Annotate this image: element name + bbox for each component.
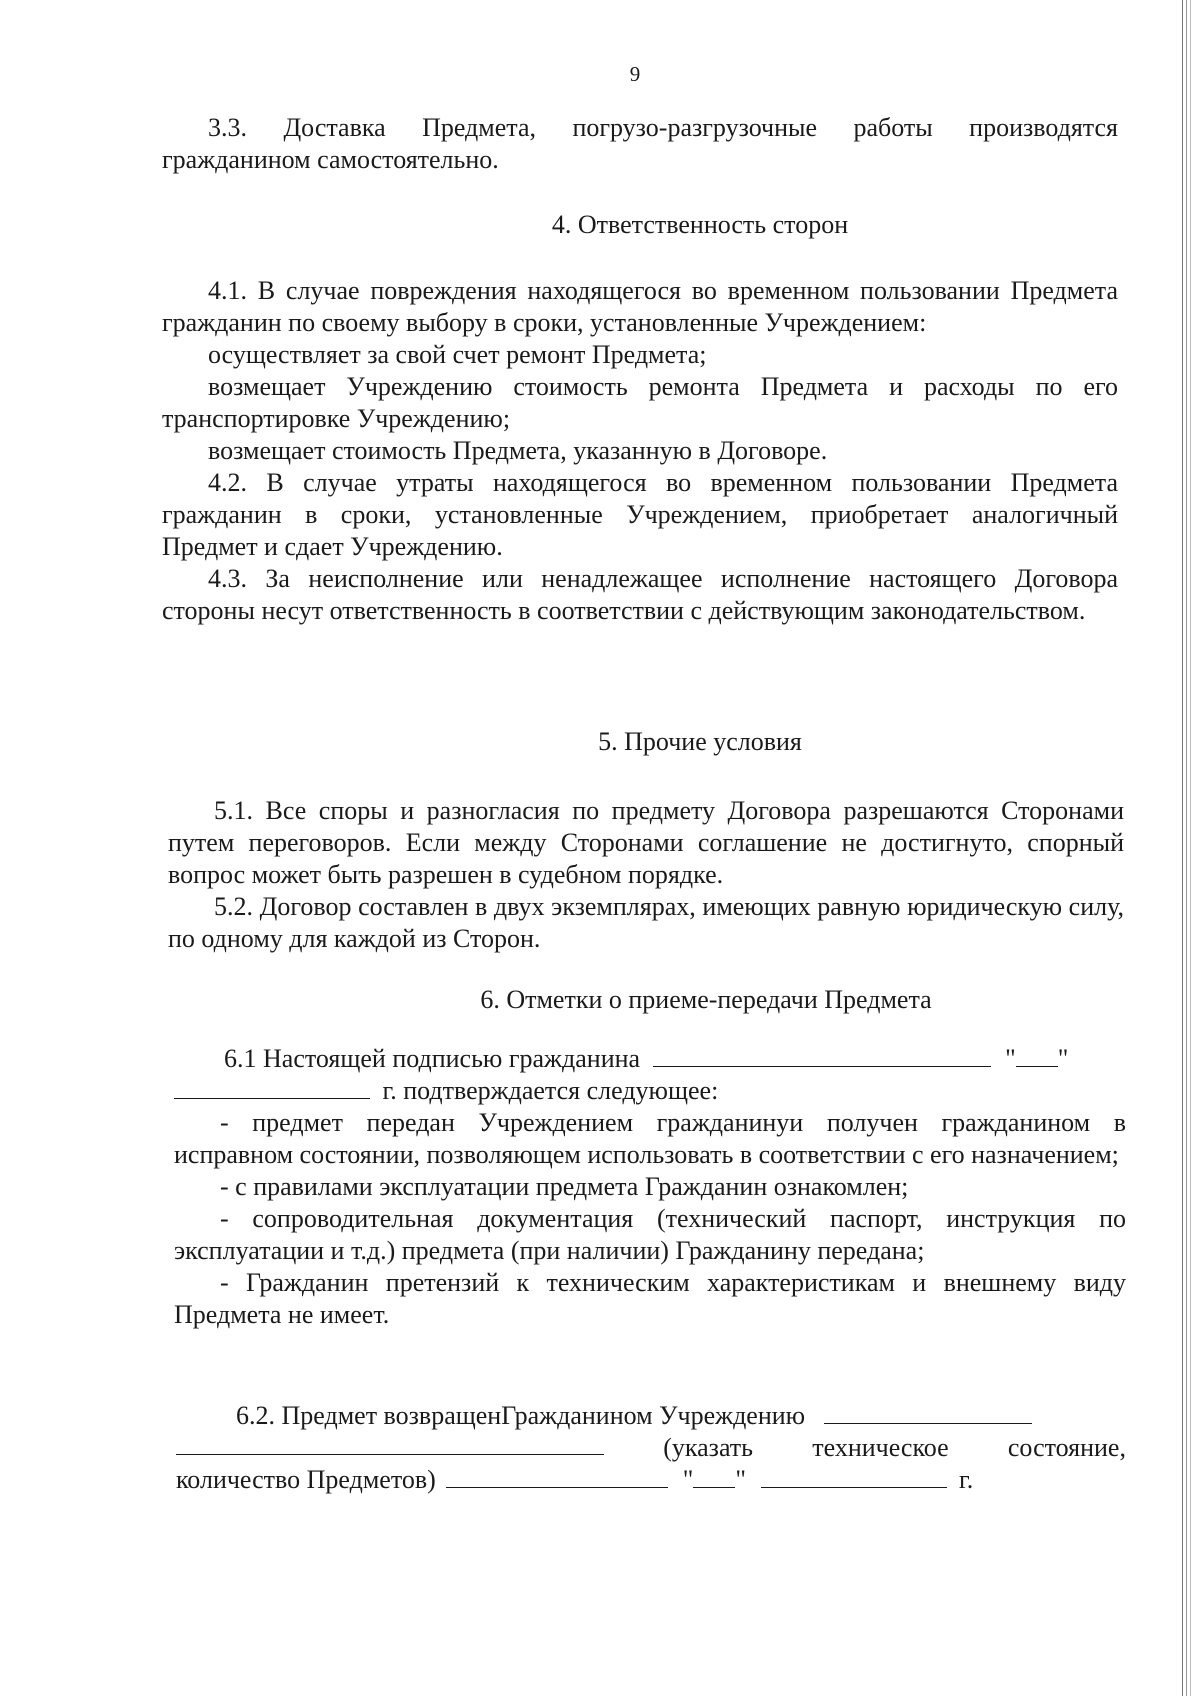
line-6-1-signature	[174, 1043, 1126, 1075]
section-heading-5: 5. Прочие условия	[598, 727, 802, 756]
paragraph-6-1-start: 6.1 Настоящей подписью гражданина	[224, 1044, 641, 1073]
line-6-2-returned	[176, 1400, 1126, 1432]
section-heading-6: 6. Отметки о приеме-передачи Предмета	[480, 985, 932, 1014]
open-quote: "	[1005, 1044, 1016, 1073]
paragraph-4-3: 4.3. За неисполнение или ненадлежащее исполнение настоящего Договора стороны несут ответственность в соответствии с действующим законодательством.	[162, 564, 1118, 625]
year-suffix: г.	[959, 1465, 974, 1494]
close-quote: "	[1057, 1044, 1069, 1073]
scan-edge-line	[1182, 0, 1183, 1696]
bullet-documentation: - сопроводительная документация (технический паспорт, инструкция по эксплуатации и т.д.) предмета (при наличии) Гражданину передана;	[174, 1204, 1126, 1265]
return-blank-1[interactable]	[824, 1401, 1032, 1424]
paragraph-5-1: 5.1. Все споры и разногласия по предмету Договора разрешаются Сторонами путем переговоров. Если между Сторонами соглашение не достигнуто, спорный вопрос может быть разрешен в судебном порядке.	[168, 796, 1124, 889]
paragraph-4-1-b: возмещает Учреждению стоимость ремонта Предмета и расходы по его транспортировке Учреждению;	[162, 372, 1118, 433]
month-blank[interactable]	[174, 1076, 370, 1099]
line-6-2-state	[176, 1432, 1126, 1464]
bullet-no-claims: - Гражданин претензий к техническим характеристикам и внешнему виду Предмета не имеет.	[174, 1268, 1126, 1329]
paragraph-3-3: 3.3. Доставка Предмета, погрузо-разгрузочные работы производятся гражданином самостоятельно.	[162, 113, 1118, 174]
paragraph-5-2: 5.2. Договор составлен в двух экземплярах, имеющих равную юридическую силу, по одному для каждой из Сторон.	[168, 892, 1124, 953]
paragraph-4-1-c: возмещает стоимость Предмета, указанную в Договоре.	[208, 436, 828, 465]
open-quote-2: "	[682, 1465, 694, 1494]
bullet-rules: - с правилами эксплуатации предмета Гражданин ознакомлен;	[220, 1172, 909, 1201]
scan-edge-line	[1186, 0, 1187, 1696]
quantity-label: количество Предметов)	[176, 1465, 436, 1494]
return-blank-2[interactable]	[176, 1432, 604, 1455]
quantity-blank[interactable]	[446, 1465, 668, 1488]
word-technical: техническое	[812, 1433, 949, 1462]
paragraph-4-1: 4.1. В случае повреждения находящегося во временном пользовании Предмета гражданин по своему выбору в сроки, установленные Учреждением:	[162, 276, 1118, 337]
bullet-transfer: - предмет передан Учреждением гражданинуи получен гражданином в исправном состоянии, позволяющем использовать в соответствии с его назначением;	[174, 1108, 1126, 1169]
line-6-2-quantity	[176, 1464, 1126, 1496]
line-6-1-month	[174, 1075, 1126, 1107]
scan-edge-line	[1190, 0, 1191, 1696]
day-blank-2[interactable]	[693, 1465, 735, 1488]
paragraph-4-2: 4.2. В случае утраты находящегося во временном пользовании Предмета гражданин в сроки, установленные Учреждением, приобретает аналогичный Предмет и сдает Учреждению.	[162, 468, 1118, 561]
section-heading-4: 4. Ответственность сторон	[551, 210, 849, 239]
paragraph-4-1-a: осуществляет за свой счет ремонт Предмета;	[208, 340, 707, 369]
page-number: 9	[629, 62, 641, 86]
word-specify: (указать	[663, 1433, 754, 1462]
close-quote-2: "	[735, 1465, 747, 1494]
paragraph-6-2-start: 6.2. Предмет возвращенГражданином Учреждению	[236, 1401, 806, 1430]
day-blank[interactable]	[1016, 1044, 1058, 1067]
word-state: состояние,	[1007, 1433, 1126, 1462]
paragraph-6-1-end: г. подтверждается следующее:	[382, 1076, 719, 1105]
citizen-signature-blank[interactable]	[653, 1044, 991, 1067]
month-blank-2[interactable]	[761, 1465, 947, 1488]
